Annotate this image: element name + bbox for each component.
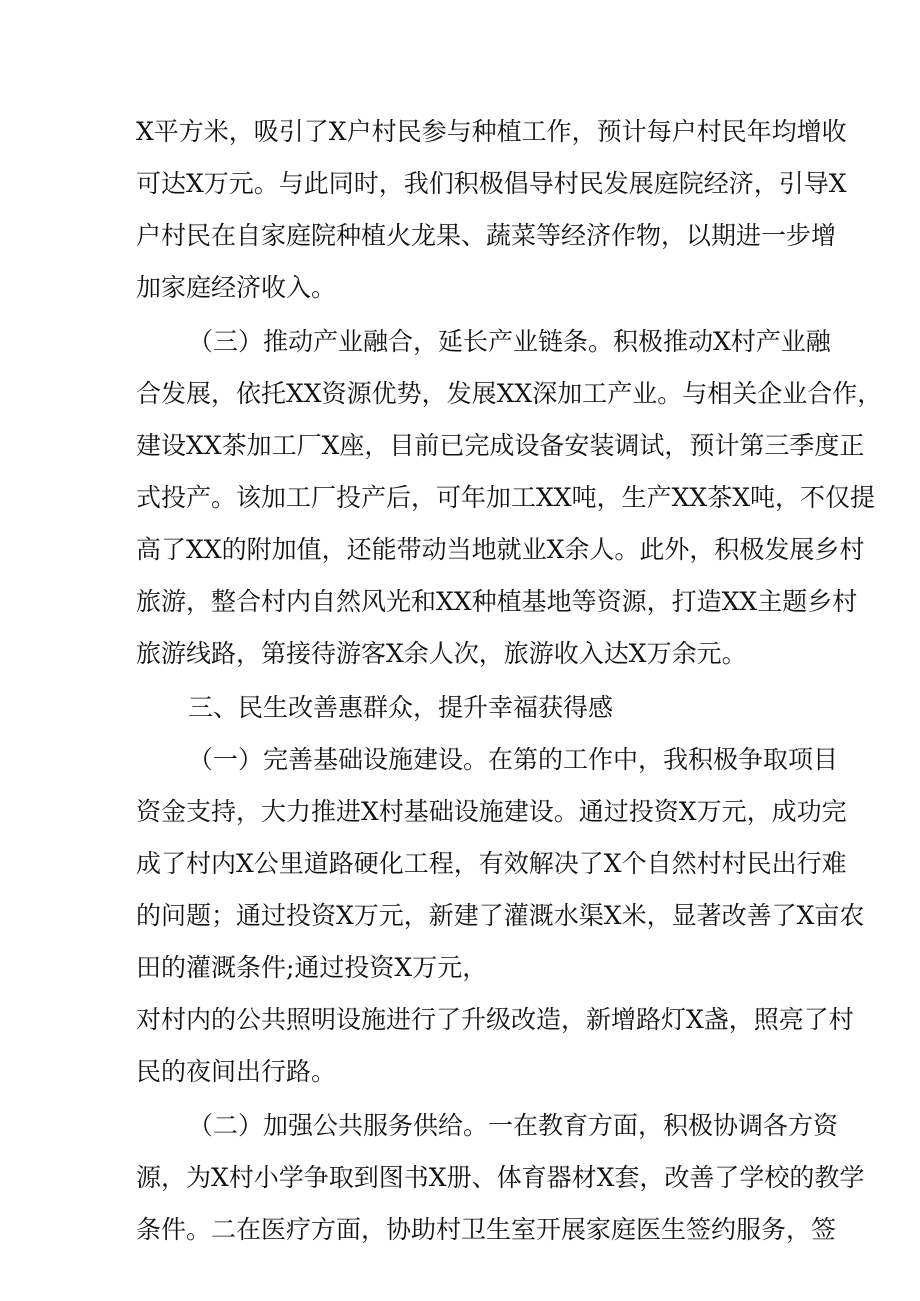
- paragraph-line: 资金支持，大力推进X村基础设施建设。通过投资X万元，成功完: [136, 797, 847, 826]
- paragraph-line: 高了XX的附加值，还能带动当地就业X余人。此外，积极发展乡村: [136, 535, 865, 564]
- paragraph-line: 旅游，整合村内自然风光和XX种植基地等资源，打造XX主题乡村: [136, 587, 858, 616]
- paragraph-line: 的问题；通过投资X万元，新建了灌溉水渠X米，显著改善了X亩农: [136, 901, 865, 930]
- paragraph-line: 成了村内X公里道路硬化工程，有效解决了X个自然村村民出行难: [136, 849, 847, 878]
- paragraph-line: 对村内的公共照明设施进行了升级改造，新增路灯X盏，照亮了村: [136, 1005, 854, 1034]
- paragraph-line: 可达X万元。与此同时，我们积极倡导村民发展庭院经济，引导X: [136, 169, 847, 198]
- paragraph-line: 建设XX茶加工厂X座，目前已完成设备安装调试，预计第三季度正: [136, 431, 865, 460]
- section-heading: 三、民生改善惠群众，提升幸福获得感: [188, 693, 614, 722]
- paragraph-line: （二）加强公共服务供给。一在教育方面，积极协调各方资: [188, 1111, 839, 1140]
- paragraph-line: X平方米，吸引了X户村民参与种植工作，预计每户村民年均增收: [136, 117, 847, 146]
- paragraph-line: 条件。二在医疗方面，协助村卫生室开展家庭医生签约服务，签: [136, 1215, 837, 1244]
- paragraph-line: 田的灌溉条件;通过投资X万元，: [136, 953, 488, 982]
- paragraph-line: 户村民在自家庭院种植火龙果、蔬菜等经济作物，以期进一步增: [136, 221, 837, 250]
- paragraph-line: 源，为X村小学争取到图书X册、体育器材X套，改善了学校的教学: [136, 1163, 865, 1192]
- paragraph-line: 加家庭经济收入。: [136, 273, 337, 302]
- paragraph-line: 旅游线路，第接待游客X余人次，旅游收入达X万余元。: [136, 639, 747, 668]
- paragraph-line: 合发展，依托XX资源优势，发展XX深加工产业。与相关企业合作，: [136, 379, 883, 408]
- paragraph-line: 民的夜间出行路。: [136, 1057, 337, 1086]
- paragraph-line: 式投产。该加工厂投产后，可年加工XX吨，生产XX茶X吨，不仅提: [136, 483, 875, 512]
- paragraph-line: （一）完善基础设施建设。在第的工作中，我积极争取项目: [188, 745, 839, 774]
- paragraph-line: （三）推动产业融合，延长产业链条。积极推动X村产业融: [188, 327, 831, 356]
